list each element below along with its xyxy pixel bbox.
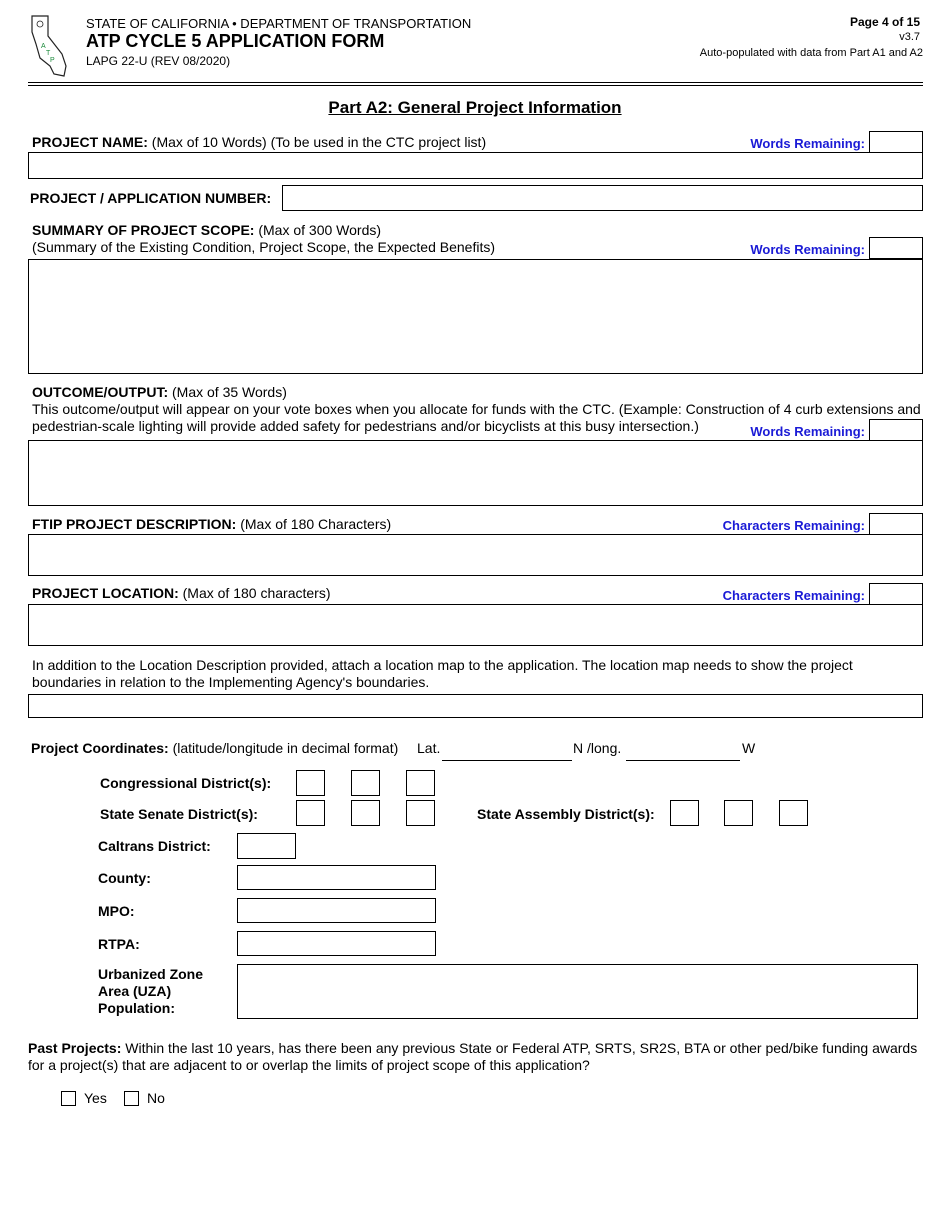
senate-district-input-1[interactable]	[296, 800, 325, 826]
page-number: Page 4 of 15	[849, 15, 920, 29]
county-input[interactable]	[237, 865, 436, 890]
location-chars-remaining-label: Characters Remaining:	[722, 588, 865, 603]
assembly-district-input-2[interactable]	[724, 800, 753, 826]
summary-words-remaining-label: Words Remaining:	[750, 242, 865, 257]
congressional-district-input-2[interactable]	[351, 770, 380, 796]
agency-name: STATE OF CALIFORNIA • DEPARTMENT OF TRANSPORTATION	[86, 16, 472, 31]
outcome-label: OUTCOME/OUTPUT:	[32, 384, 169, 400]
summary-desc2: (Summary of the Existing Condition, Project Scope, the Expected Benefits)	[32, 239, 496, 255]
coordinates-desc: (latitude/longitude in decimal format)	[172, 740, 399, 756]
outcome-label-row	[32, 384, 287, 401]
form-code: LAPG 22-U (REV 08/2020)	[86, 54, 231, 68]
summary-label: SUMMARY OF PROJECT SCOPE:	[32, 222, 255, 238]
assembly-district-label: State Assembly District(s):	[477, 806, 655, 822]
location-label: PROJECT LOCATION:	[32, 585, 179, 601]
location-chars-remaining-field	[869, 583, 923, 605]
longitude-label: N /long.	[573, 740, 622, 756]
header-divider-top	[28, 82, 923, 83]
location-map-note: In addition to the Location Description provided, attach a location map to the application. The location map needs to show the project boundaries in relation to the Implementing Agency's boundaries.	[32, 657, 853, 690]
auto-populated-note: Auto-populated with data from Part A1 and A2	[699, 47, 923, 59]
past-projects-no-checkbox[interactable]	[124, 1091, 139, 1106]
project-name-desc: (Max of 10 Words) (To be used in the CTC project list)	[151, 134, 487, 150]
location-desc: (Max of 180 characters)	[182, 585, 331, 601]
senate-district-label: State Senate District(s):	[100, 806, 258, 822]
west-label: W	[742, 740, 756, 756]
mpo-input[interactable]	[237, 898, 436, 923]
ftip-label: FTIP PROJECT DESCRIPTION:	[32, 516, 237, 532]
past-projects-question	[28, 1040, 928, 1074]
ftip-chars-remaining-field	[869, 513, 923, 535]
outcome-instructions: This outcome/output will appear on your vote boxes when you allocate for funds with the CTC. (Example: Construction of 4 curb extensions and pedestrian-scale lighting will provide added safety for pedestrians and/or bicyclists at this busy intersection.)	[32, 401, 921, 434]
summary-desc: (Max of 300 Words)	[258, 222, 382, 238]
svg-text:T: T	[46, 50, 51, 57]
assembly-district-input-1[interactable]	[670, 800, 699, 826]
ftip-desc: (Max of 180 Characters)	[240, 516, 392, 532]
location-map-input[interactable]	[28, 694, 923, 718]
coordinates-label-row	[31, 740, 398, 757]
rtpa-label: RTPA:	[98, 936, 140, 952]
section-title: Part A2: General Project Information	[328, 98, 622, 117]
longitude-input[interactable]	[626, 760, 740, 761]
latitude-input[interactable]	[442, 760, 572, 761]
outcome-words-remaining-label: Words Remaining:	[750, 424, 865, 439]
mpo-label: MPO:	[98, 903, 135, 919]
summary-input[interactable]	[28, 259, 923, 374]
svg-text:P: P	[50, 57, 55, 64]
ftip-chars-remaining-label: Characters Remaining:	[722, 518, 865, 533]
congressional-district-input-1[interactable]	[296, 770, 325, 796]
caltrans-logo	[28, 14, 72, 78]
ftip-input[interactable]	[28, 534, 923, 576]
uza-population-label: Urbanized Zone Area (UZA) Population:	[98, 966, 204, 1016]
coordinates-label: Project Coordinates:	[31, 740, 169, 756]
project-name-label-row	[32, 134, 486, 151]
form-version: v3.7	[899, 31, 920, 43]
summary-words-remaining-field	[869, 237, 923, 259]
rtpa-input[interactable]	[237, 931, 436, 956]
summary-label-row	[32, 222, 381, 239]
assembly-district-input-3[interactable]	[779, 800, 808, 826]
location-label-row	[32, 585, 330, 602]
latitude-label: Lat.	[417, 740, 441, 756]
senate-district-input-2[interactable]	[351, 800, 380, 826]
past-projects-yes-label: Yes	[84, 1090, 107, 1106]
svg-text:A: A	[41, 43, 46, 50]
project-name-label: PROJECT NAME:	[32, 134, 148, 150]
project-number-label: PROJECT / APPLICATION NUMBER:	[30, 190, 272, 206]
county-label: County:	[98, 870, 151, 886]
project-name-words-remaining-field	[869, 131, 923, 153]
project-name-input[interactable]	[28, 152, 923, 179]
past-projects-yes-checkbox[interactable]	[61, 1091, 76, 1106]
past-projects-label: Past Projects:	[28, 1040, 122, 1056]
uza-population-input[interactable]	[237, 964, 918, 1019]
senate-district-input-3[interactable]	[406, 800, 435, 826]
outcome-words-remaining-field	[869, 419, 923, 441]
location-input[interactable]	[28, 604, 923, 646]
past-projects-text: Within the last 10 years, has there been any previous State or Federal ATP, SRTS, SR2S, BTA or other ped/bike funding awards for a project(s) that are adjacent to or overlap the limits of project scope of this application?	[28, 1040, 918, 1073]
project-number-input[interactable]	[282, 185, 923, 211]
ftip-label-row	[32, 516, 391, 533]
congressional-district-label: Congressional District(s):	[100, 775, 272, 791]
project-name-words-remaining-label: Words Remaining:	[750, 136, 865, 151]
past-projects-no-label: No	[147, 1090, 165, 1106]
form-title: ATP CYCLE 5 APPLICATION FORM	[86, 31, 385, 51]
header-divider-bottom	[28, 85, 923, 86]
outcome-desc: (Max of 35 Words)	[172, 384, 287, 400]
caltrans-district-input[interactable]	[237, 833, 296, 859]
outcome-input[interactable]	[28, 440, 923, 506]
caltrans-district-label: Caltrans District:	[98, 838, 211, 854]
congressional-district-input-3[interactable]	[406, 770, 435, 796]
